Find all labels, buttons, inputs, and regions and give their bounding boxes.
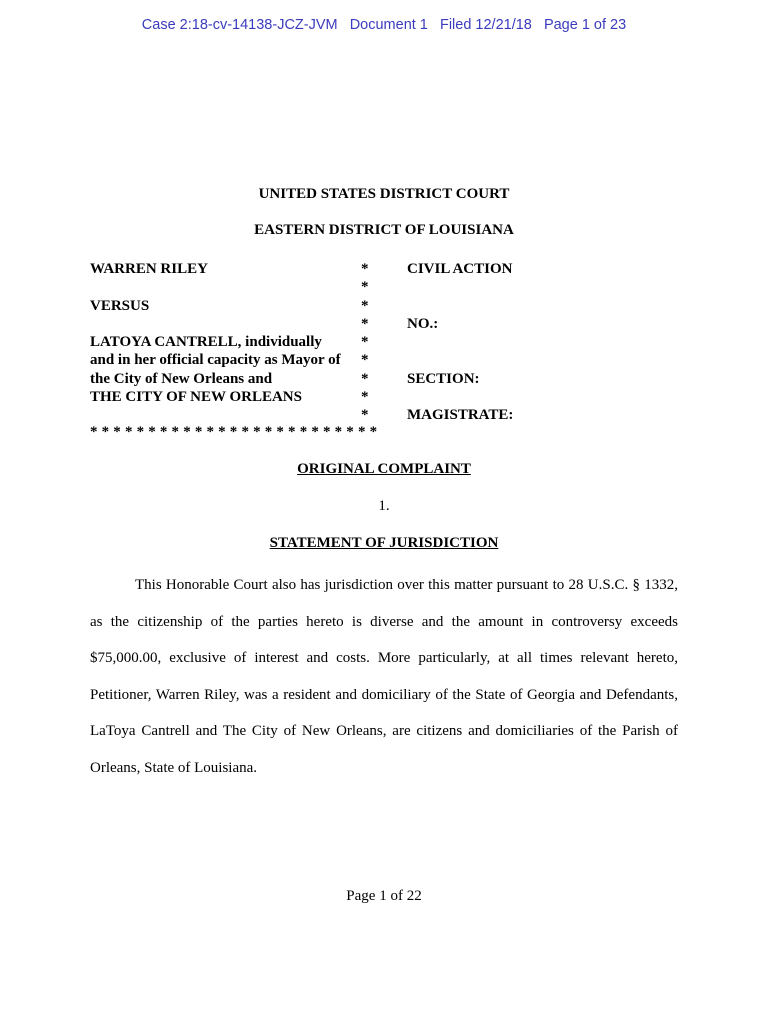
caption-star: *	[361, 389, 369, 406]
caption-star: *	[361, 315, 369, 332]
caption-info-line	[407, 333, 667, 351]
caption-star: *	[361, 334, 369, 351]
caption-party-line: VERSUS	[90, 297, 150, 314]
caption-star: *	[361, 407, 369, 424]
caption-info-line	[407, 297, 667, 315]
caption-star-border: * * * * * * * * * * * * * * * * * * * * * * * * *	[90, 424, 378, 440]
caption-info-line: CIVIL ACTION	[407, 261, 513, 277]
caption-star: *	[361, 370, 369, 387]
caption-case-info	[407, 260, 667, 425]
caption-parties	[90, 260, 355, 425]
caption-info-line: NO.:	[407, 315, 439, 332]
caption-info-line	[407, 388, 667, 406]
caption-party-line: THE CITY OF NEW ORLEANS	[90, 389, 302, 406]
caption-info-line	[407, 278, 667, 296]
caption-info-line	[407, 351, 667, 369]
caption-star: *	[361, 279, 369, 296]
caption-star: *	[361, 352, 369, 369]
document-title: ORIGINAL COMPLAINT	[297, 461, 471, 477]
page-footer: Page 1 of 22	[346, 888, 422, 904]
caption-party-line	[90, 278, 355, 296]
section-heading: STATEMENT OF JURISDICTION	[269, 535, 499, 551]
caption-party-line: LATOYA CANTRELL, individually	[90, 334, 322, 351]
court-name: UNITED STATES DISTRICT COURT	[258, 186, 510, 202]
caption-star-column	[361, 260, 373, 425]
ecf-filing-header: Case 2:18-cv-14138-JCZ-JVM Document 1 Filed 12/21/18 Page 1 of 23	[141, 17, 627, 33]
caption-party-line: WARREN RILEY	[90, 261, 208, 277]
caption-party-line	[90, 406, 355, 424]
caption-info-line: SECTION:	[407, 370, 480, 387]
caption-info-line: MAGISTRATE:	[407, 407, 514, 424]
jurisdiction-paragraph: This Honorable Court also has jurisdiction over this matter pursuant to 28 U.S.C. § 1332, as the citizenship of the parties hereto is diverse and the amount in controversy exceeds $75,000.00, exclusive of interest and costs. More particularly, at all times relevant hereto, Petitioner, Warren Riley, was a resident and domiciliary of the State of Georgia and Defendants, LaToya Cantrell and The City of New Orleans, are citizens and domiciliaries of the Parish of Orleans, State of Louisiana.	[90, 577, 678, 776]
court-district: EASTERN DISTRICT OF LOUISIANA	[254, 222, 514, 238]
caption-star: *	[361, 297, 369, 314]
paragraph-number: 1.	[378, 498, 390, 514]
caption-party-line: the City of New Orleans and	[90, 370, 273, 387]
caption-party-line	[90, 315, 355, 333]
caption-party-line: and in her official capacity as Mayor of	[90, 352, 341, 369]
caption-star: *	[361, 261, 369, 277]
